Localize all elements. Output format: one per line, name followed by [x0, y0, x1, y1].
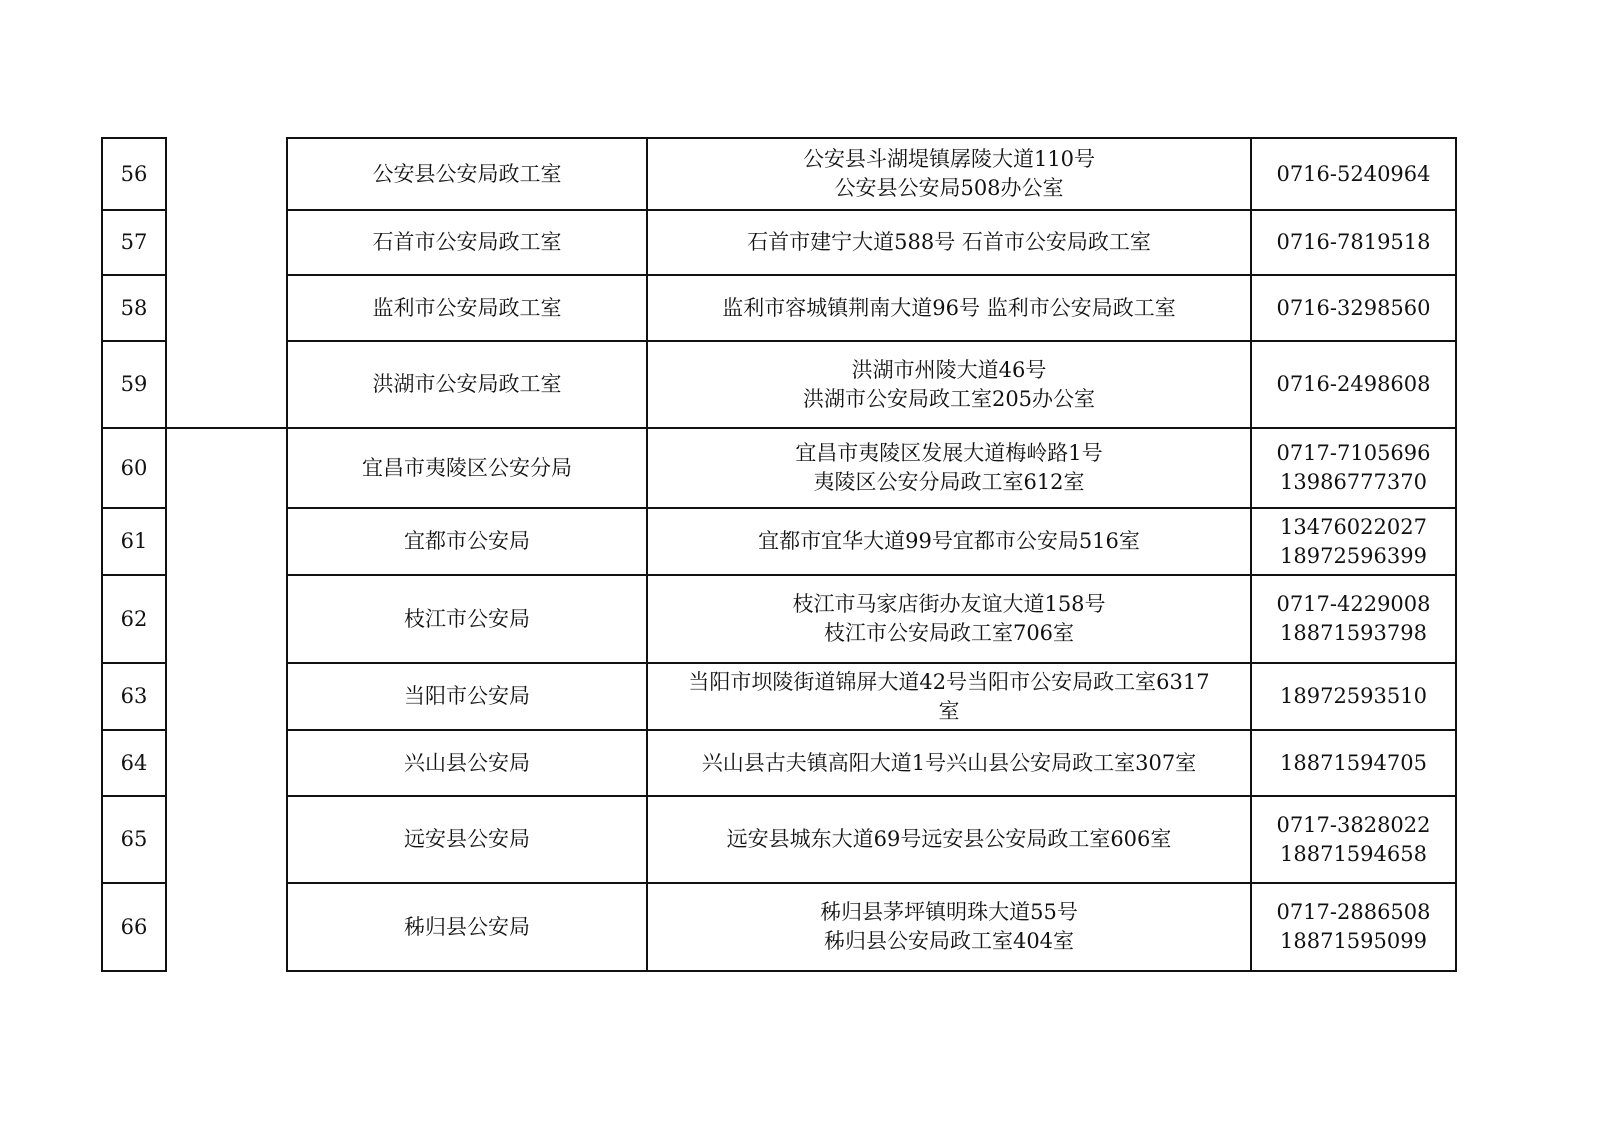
address-line: 秭归县公安局政工室404室	[823, 929, 1075, 953]
region-cell	[166, 730, 287, 796]
row-number: 64	[102, 730, 166, 796]
phone-line: 18871594705	[1280, 750, 1427, 775]
phone-cell	[1251, 275, 1456, 341]
row-number: 63	[102, 663, 166, 730]
table-row	[102, 138, 1456, 210]
unit-name: 秭归县公安局	[287, 883, 647, 971]
address-line: 秭归县茅坪镇明珠大道55号	[820, 900, 1078, 924]
region-cell	[166, 663, 287, 730]
address-line: 夷陵区公安分局政工室612室	[813, 470, 1085, 494]
row-number: 57	[102, 210, 166, 275]
address-line: 宜都市宜华大道99号宜都市公安局516室	[758, 529, 1140, 553]
address-line: 宜昌市夷陵区发展大道梅岭路1号	[795, 441, 1103, 465]
unit-name: 石首市公安局政工室	[287, 210, 647, 275]
phone-cell	[1251, 428, 1456, 508]
row-number: 56	[102, 138, 166, 210]
phone-line: 0716-7819518	[1276, 230, 1431, 254]
phone-line: 0717-4229008	[1276, 592, 1431, 616]
region-cell	[166, 508, 287, 575]
unit-name: 枝江市公安局	[287, 575, 647, 663]
unit-name: 公安县公安局政工室	[287, 138, 647, 210]
phone-line: 0716-2498608	[1276, 372, 1431, 396]
address-cell	[647, 275, 1251, 341]
region-cell	[166, 210, 287, 275]
phone-line: 0716-5240964	[1276, 161, 1431, 186]
row-number: 62	[102, 575, 166, 663]
row-number: 58	[102, 275, 166, 341]
table-row	[102, 428, 1456, 508]
table-row	[102, 341, 1456, 428]
phone-line: 18871595099	[1280, 929, 1427, 953]
row-number: 59	[102, 341, 166, 428]
address-cell	[647, 138, 1251, 210]
phone-line: 0717-2886508	[1276, 900, 1431, 924]
row-number: 60	[102, 428, 166, 508]
phone-line: 18972593510	[1280, 684, 1427, 708]
address-line: 兴山县古夫镇高阳大道1号兴山县公安局政工室307室	[701, 750, 1197, 775]
phone-cell	[1251, 796, 1456, 883]
unit-name: 宜都市公安局	[287, 508, 647, 575]
phone-line: 18871594658	[1280, 841, 1427, 866]
region-cell	[166, 575, 287, 663]
address-line: 公安县斗湖堤镇孱陵大道110号	[802, 147, 1096, 171]
region-cell	[166, 341, 287, 428]
phone-line: 13986777370	[1280, 470, 1427, 494]
table-row	[102, 210, 1456, 275]
region-cell	[166, 275, 287, 341]
address-cell	[647, 341, 1251, 428]
unit-name: 远安县公安局	[287, 796, 647, 883]
phone-cell	[1251, 210, 1456, 275]
row-number: 65	[102, 796, 166, 883]
address-cell	[647, 428, 1251, 508]
address-line: 洪湖市州陵大道46号	[851, 357, 1047, 382]
row-number: 66	[102, 883, 166, 971]
phone-cell	[1251, 575, 1456, 663]
phone-cell	[1251, 508, 1456, 575]
address-line: 当阳市坝陵街道锦屏大道42号当阳市公安局政工室6317	[688, 669, 1210, 694]
address-cell	[647, 663, 1251, 730]
phone-line: 18871593798	[1280, 621, 1427, 645]
phone-cell	[1251, 883, 1456, 971]
table-row	[102, 883, 1456, 971]
phone-line: 0717-7105696	[1276, 441, 1431, 465]
address-line: 室	[938, 698, 960, 723]
region-cell	[166, 428, 287, 508]
address-cell	[647, 508, 1251, 575]
address-cell	[647, 210, 1251, 275]
address-line: 石首市建宁大道588号 石首市公安局政工室	[747, 230, 1151, 254]
unit-name: 洪湖市公安局政工室	[287, 341, 647, 428]
table-row	[102, 796, 1456, 883]
address-line: 枝江市公安局政工室706室	[823, 621, 1075, 645]
unit-name: 宜昌市夷陵区公安分局	[287, 428, 647, 508]
phone-line: 0716-3298560	[1276, 295, 1431, 320]
address-line: 公安县公安局508办公室	[834, 176, 1064, 200]
address-line: 洪湖市公安局政工室205办公室	[802, 386, 1096, 411]
phone-cell	[1251, 138, 1456, 210]
phone-line: 18972596399	[1280, 543, 1427, 568]
address-line: 监利市容城镇荆南大道96号 监利市公安局政工室	[722, 295, 1176, 320]
unit-name: 监利市公安局政工室	[287, 275, 647, 341]
address-line: 枝江市马家店街办友谊大道158号	[792, 592, 1106, 616]
row-number: 61	[102, 508, 166, 575]
contacts-table	[101, 137, 1457, 972]
table-row	[102, 508, 1456, 575]
address-cell	[647, 730, 1251, 796]
table-row	[102, 730, 1456, 796]
unit-name: 当阳市公安局	[287, 663, 647, 730]
region-cell	[166, 138, 287, 210]
address-cell	[647, 575, 1251, 663]
phone-line: 0717-3828022	[1276, 812, 1431, 837]
region-cell	[166, 796, 287, 883]
phone-cell	[1251, 663, 1456, 730]
phone-line: 13476022027	[1280, 514, 1427, 539]
table-row	[102, 275, 1456, 341]
address-line: 远安县城东大道69号远安县公安局政工室606室	[726, 827, 1172, 851]
phone-cell	[1251, 341, 1456, 428]
address-cell	[647, 796, 1251, 883]
unit-name: 兴山县公安局	[287, 730, 647, 796]
phone-cell	[1251, 730, 1456, 796]
table-row	[102, 575, 1456, 663]
address-cell	[647, 883, 1251, 971]
region-cell	[166, 883, 287, 971]
table-row	[102, 663, 1456, 730]
